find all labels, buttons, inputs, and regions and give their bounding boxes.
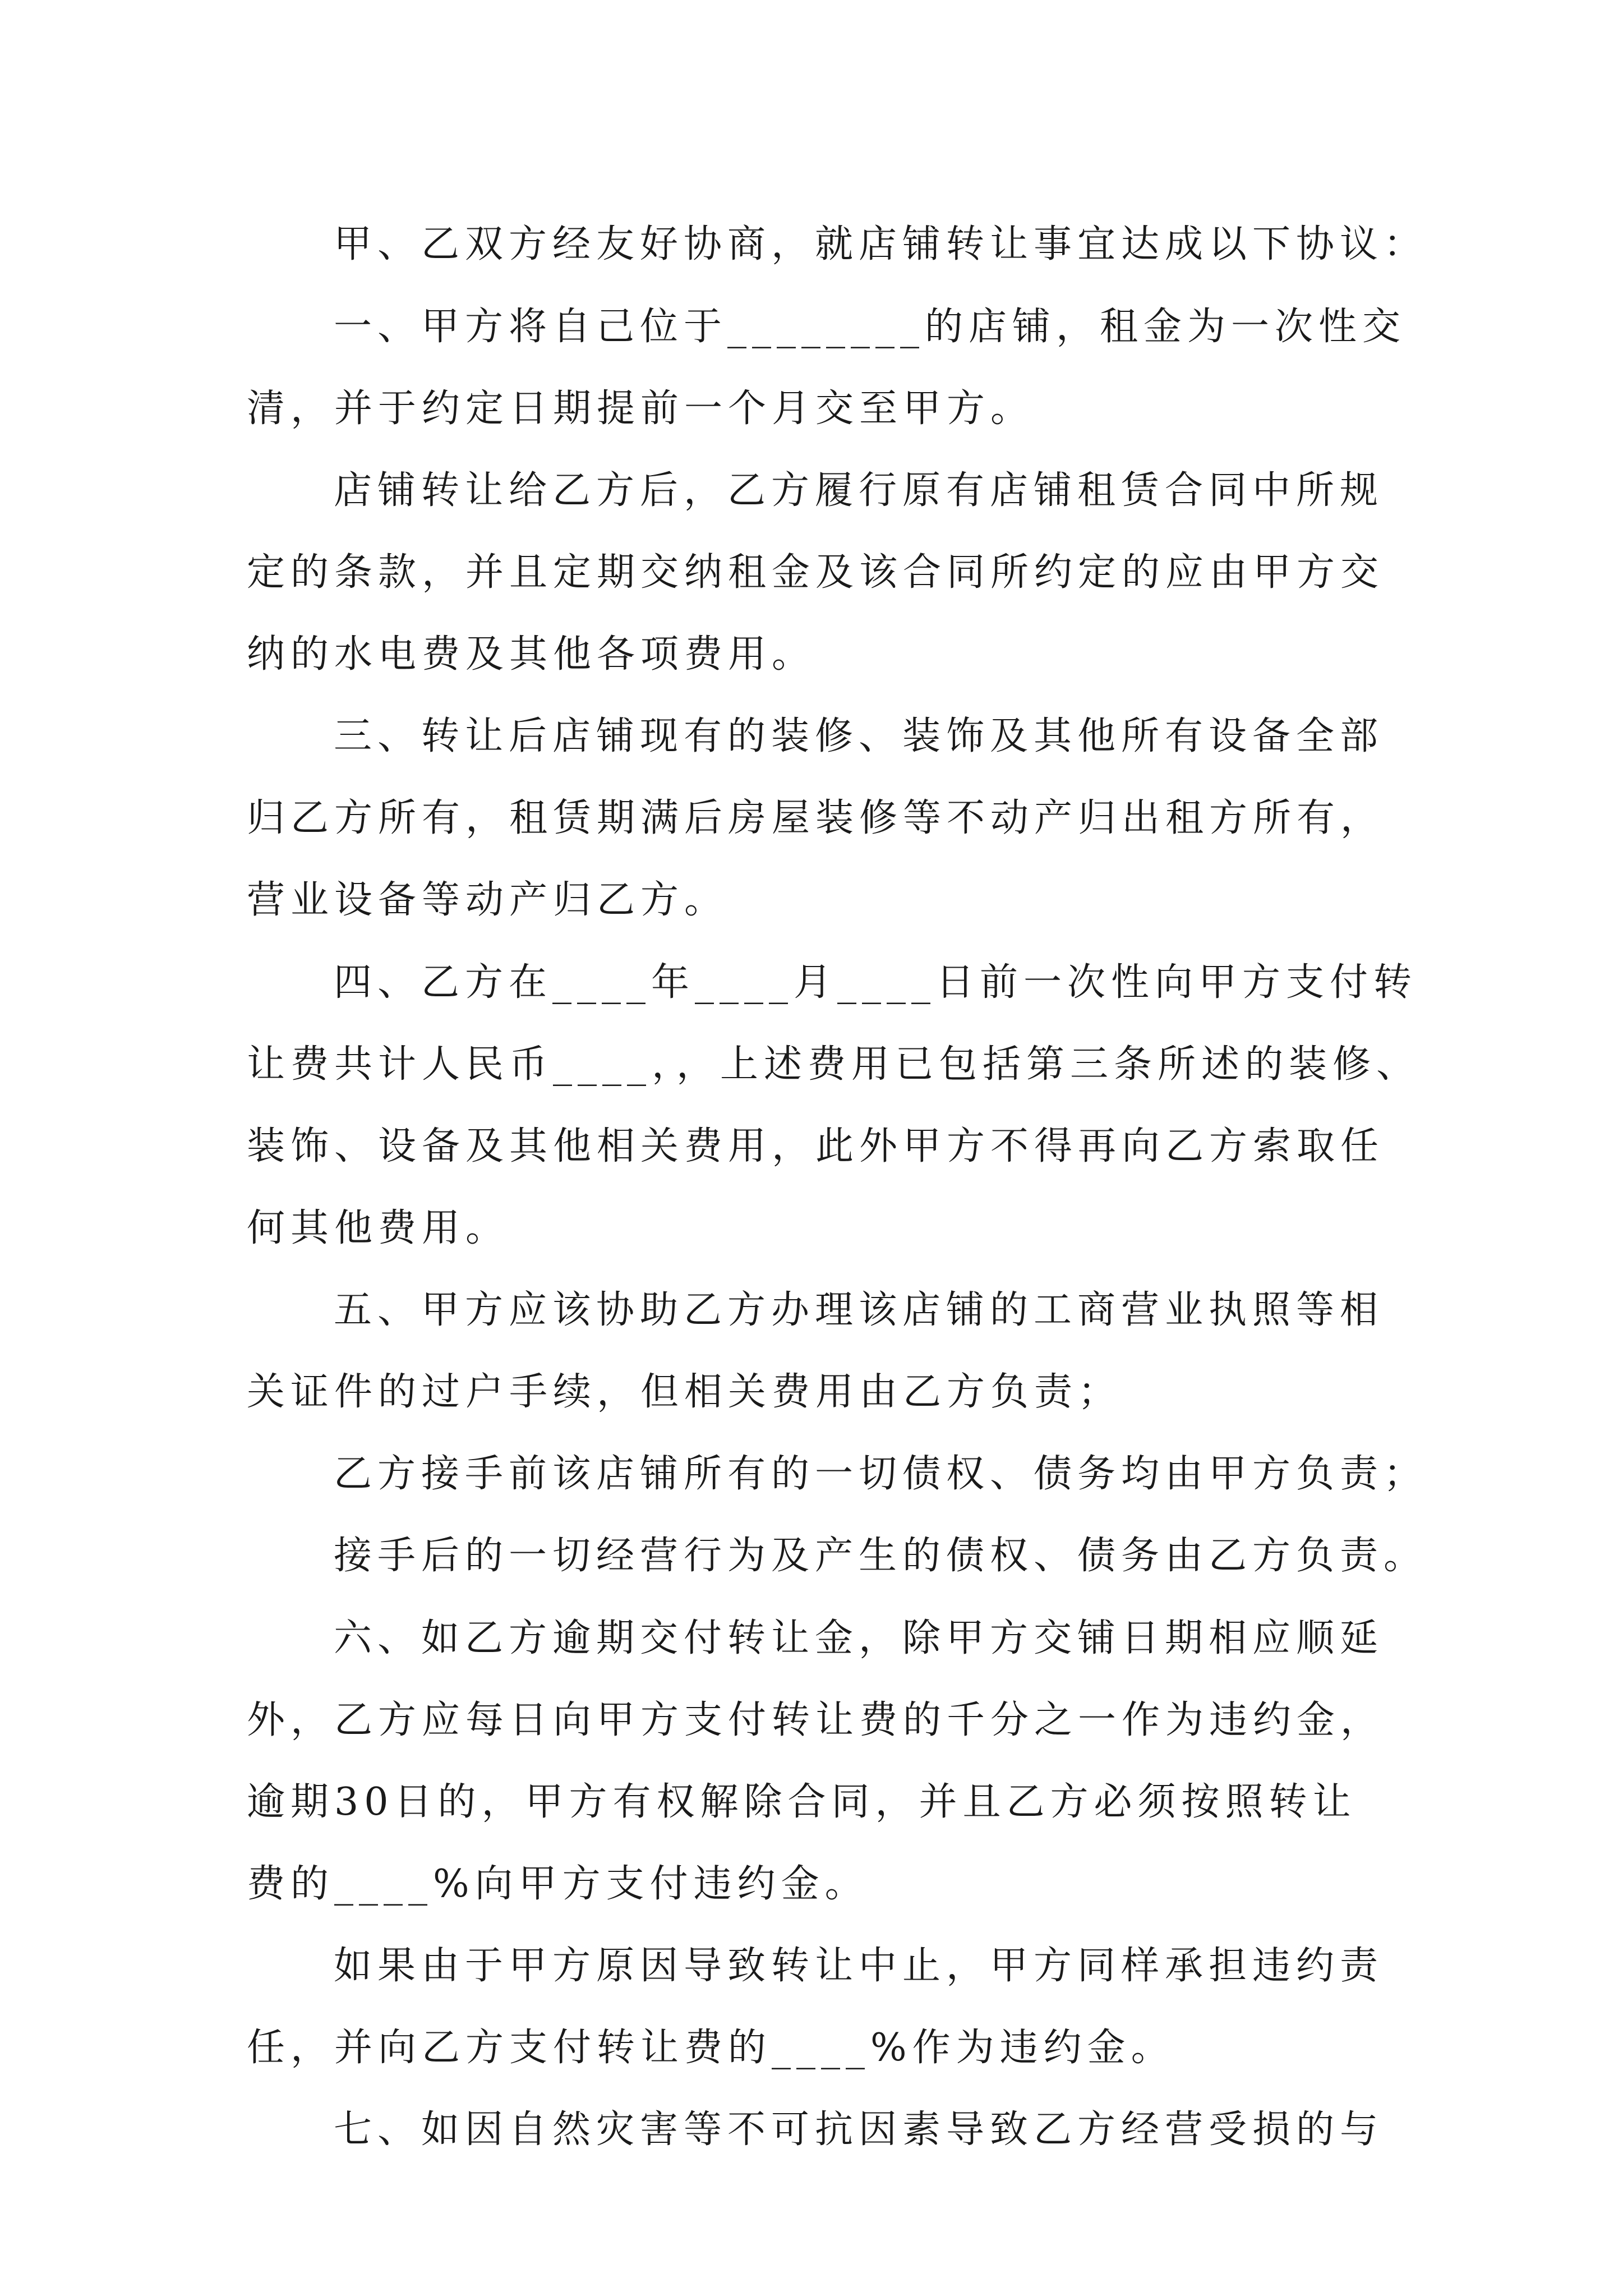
text-line: 定的条款，并且定期交纳租金及该合同所约定的应由甲方交 <box>247 550 1385 595</box>
text-line: 归乙方所有，租赁期满后房屋装修等不动产归出租方所有， <box>247 796 1385 840</box>
text-line: 纳的水电费及其他各项费用。 <box>247 632 816 677</box>
text-line: 一、甲方将自己位于________的店铺，租金为一次性交 <box>334 305 1407 349</box>
text-line: 逾期30日的，甲方有权解除合同，并且乙方必须按照转让 <box>247 1780 1357 1824</box>
text-line: 乙方接手前该店铺所有的一切债权、债务均由甲方负责； <box>334 1452 1428 1496</box>
text-line: 如果由于甲方原因导致转让中止，甲方同样承担违约责 <box>334 1944 1384 1988</box>
text-line: 店铺转让给乙方后，乙方履行原有店铺租赁合同中所规 <box>334 468 1384 513</box>
text-line: 接手后的一切经营行为及产生的债权、债务由乙方负责。 <box>334 1534 1428 1578</box>
text-line: 甲、乙双方经友好协商，就店铺转让事宜达成以下协议： <box>334 222 1428 266</box>
text-line: 让费共计人民币____，，上述费用已包括第三条所述的装修、 <box>247 1042 1421 1087</box>
text-line: 费的____%向甲方支付违约金。 <box>247 1862 869 1906</box>
text-line: 何其他费用。 <box>247 1206 510 1250</box>
text-line: 七、如因自然灾害等不可抗因素导致乙方经营受损的与 <box>334 2108 1384 2152</box>
text-line: 六、如乙方逾期交付转让金，除甲方交铺日期相应顺延 <box>334 1616 1384 1660</box>
text-line: 外，乙方应每日向甲方支付转让费的千分之一作为违约金， <box>247 1698 1385 1742</box>
text-line: 任，并向乙方支付转让费的____%作为违约金。 <box>247 2026 1175 2070</box>
text-line: 三、转让后店铺现有的装修、装饰及其他所有设备全部 <box>334 714 1384 758</box>
text-line: 营业设备等动产归乙方。 <box>247 878 728 922</box>
text-line: 四、乙方在____年____月____日前一次性向甲方支付转 <box>334 960 1418 1005</box>
text-line: 关证件的过户手续，但相关费用由乙方负责； <box>247 1370 1122 1414</box>
text-line: 清，并于约定日期提前一个月交至甲方。 <box>247 386 1035 431</box>
text-line: 五、甲方应该协助乙方办理该店铺的工商营业执照等相 <box>334 1288 1384 1332</box>
text-line: 装饰、设备及其他相关费用，此外甲方不得再向乙方索取任 <box>247 1124 1385 1168</box>
